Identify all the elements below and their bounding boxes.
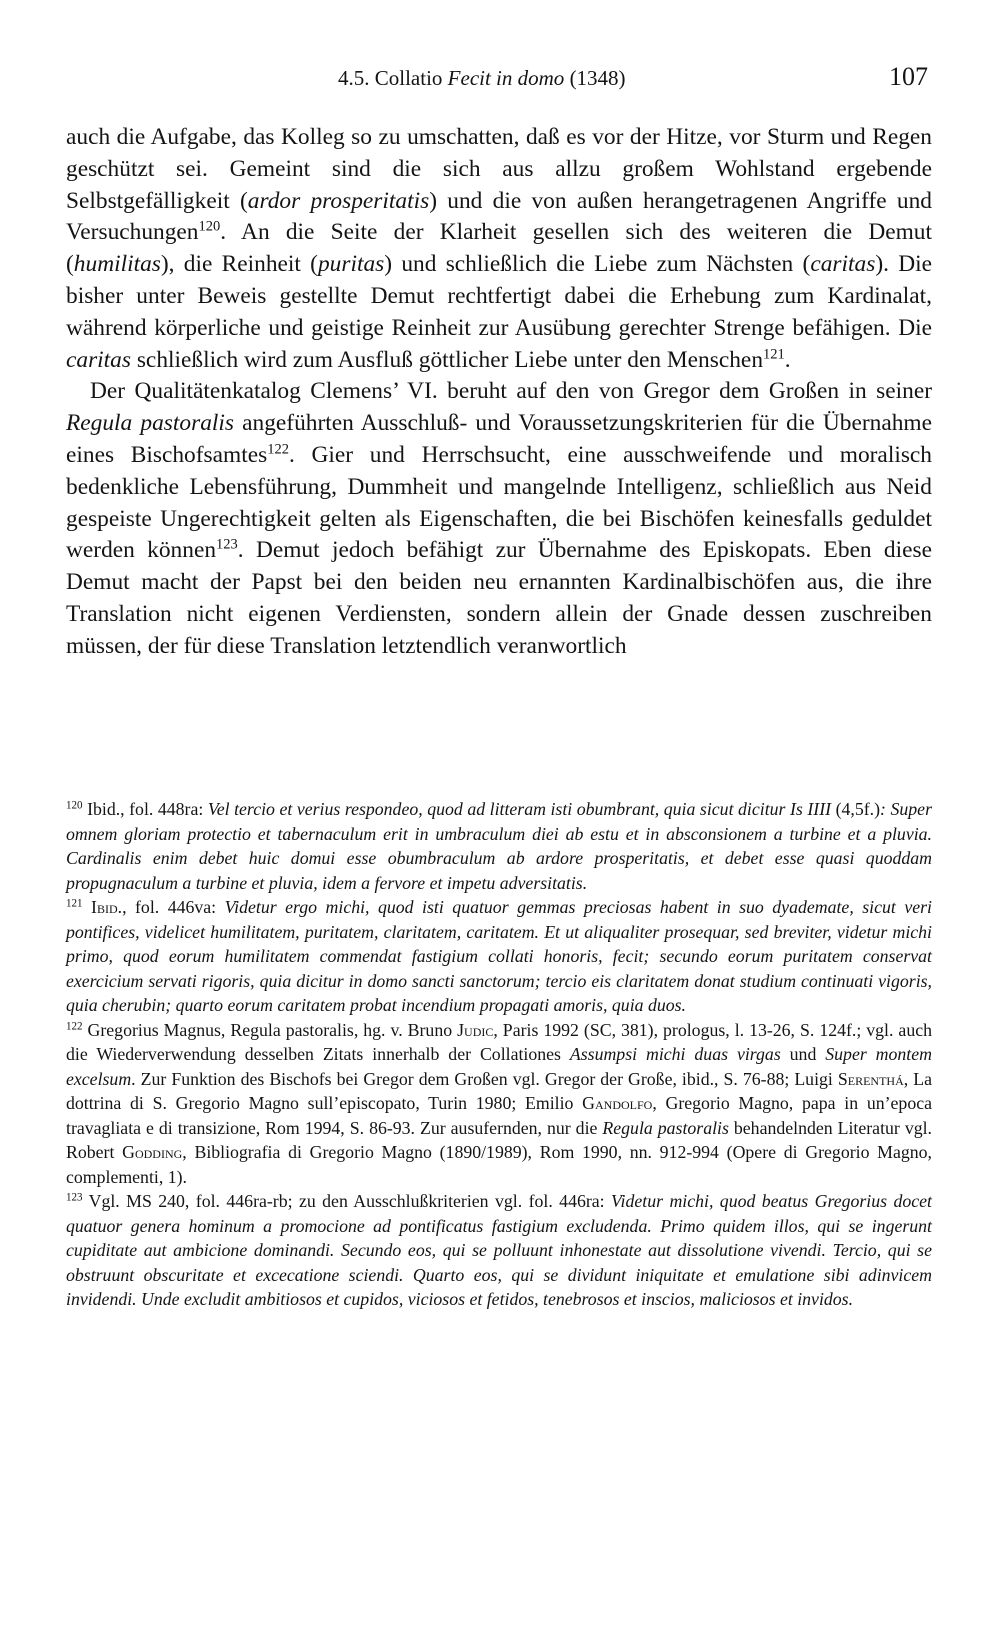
work-title: Regula pastoralis <box>66 410 234 437</box>
text-run: . Gier und Herrschsucht, eine ausschweifende und moralisch bedenkliche Lebensführung, Dummheit und mangelnde Intelligenz, schließlich aus Neid gespeiste Ungerechtigkeit gelten als Eigenschaften, die bei Bischöfen keinesfalls geduldet werden können <box>66 441 932 564</box>
author-name: Gandolfo <box>582 1093 653 1113</box>
paragraph-1 <box>66 122 932 376</box>
footnote-ref: 122 <box>267 441 289 458</box>
latin-term: ardor prosperitatis <box>247 187 430 214</box>
work-title: Super montem excelsum <box>66 1044 932 1089</box>
author-name: Godding <box>122 1142 183 1162</box>
text-run: angeführten Ausschluß- und Voraussetzungskriterien für die Übernahme eines Bischofsamtes <box>66 410 932 468</box>
running-title-year: (1348) <box>564 66 626 90</box>
latin-term: humilitas <box>73 251 161 278</box>
footnotes <box>66 797 932 1312</box>
text-run: Gregorius Magnus, Regula pastoralis, hg. v. Bruno <box>82 1019 458 1040</box>
footnote-123 <box>66 1189 932 1312</box>
footnote-121 <box>66 895 932 1018</box>
running-title-work: Fecit in domo <box>447 66 565 90</box>
latin-term: caritas <box>810 251 876 278</box>
footnote-number: 122 <box>66 1019 83 1032</box>
footnote-ref: 120 <box>198 218 221 235</box>
text-run: , Gregorio Magno, papa in un’epoca travagliata e di transizione, Rom 1994, S. 86-93. Zur ausufernden, nur die <box>66 1093 932 1138</box>
latin-term: caritas <box>66 346 131 373</box>
text-run: ), die Reinheit ( <box>160 251 318 278</box>
paragraph-2 <box>66 376 932 662</box>
text-run: (4,5f.) <box>831 799 881 819</box>
text-run: und <box>780 1044 826 1064</box>
footnote-ref: 121 <box>763 345 785 362</box>
text-run: auch die Aufgabe, das Kolleg so zu umschatten, daß es vor der Hitze, vor Sturm und Regen geschützt sei. Gemeint sind die sich aus allzu großem Wohlstand ergebende Selbstgefälligkeit ( <box>66 124 932 214</box>
text-run: Vgl. MS 240, fol. 446ra-rb; zu den Ausschlußkriterien vgl. fol. 446ra: <box>82 1191 612 1211</box>
latin-quote: : Super omnem gloriam protectio et tabernaculum erit in umbraculum diei ab estu et in absconsionem a turbine et a pluvia. Cardinalis enim debet huic domui esse obumbraculum ab ardore prosperitatis, et debet esse quasi quoddam propugnaculum a turbine et pluvia, idem a fervore et impetu adversitatis. <box>66 799 932 893</box>
latin-quote: Videtur ergo michi, quod isti quatuor gemmas preciosas habent in suo dyademate, sicut veri pontifices, videlicet humilitatem, puritatem, claritatem, caritatem. Et ut aliqualiter prosequar, sed breviter, videtur michi primo, quod eorum humilitatem commendat fastigium collati honoris, fecit; secundo eorum puritatem conservat exercicium servati rigoris, quia dicitur in domo sancti sanctorum; tercio eis claritatem donat studium continuati vigoris, quia cherubin; quarto eorum caritatem probat incendium propagati amoris, quia duos. <box>66 897 932 1015</box>
footnote-number: 121 <box>66 897 83 910</box>
footnote-number: 120 <box>66 799 83 812</box>
text-run: . Demut jedoch befähigt zur Übernahme des Episkopats. Eben diese Demut macht der Papst bei den beiden neu ernannten Kardinalbischöfen aus, die ihre Translation nicht eigenen Verdiensten, sondern allein der Gnade dessen zuschreiben müssen, der für diese Translation letztendlich veranwortlich <box>66 537 932 659</box>
running-title-section: 4.5. Collatio <box>338 66 448 90</box>
text-run: Ibid., fol. 448ra: <box>82 799 208 819</box>
author-name: Serenthá <box>837 1068 904 1089</box>
footnote-122 <box>66 1018 932 1190</box>
latin-term: puritas <box>317 251 385 278</box>
text-run: ). Die bisher unter Beweis gestellte Demut rechtfertigt dabei die Erhebung zum Kardinalat, während körperliche und geistige Reinheit zur Ausübung gerechter Strenge befähigen. Die <box>66 251 932 341</box>
text-run: , La dottrina di S. Gregorio Magno sull’episcopato, Turin 1980; Emilio <box>66 1068 932 1113</box>
text-run: schließlich wird zum Ausfluß göttlicher Liebe unter den Menschen <box>130 346 764 373</box>
text-run: ) und die von außen herangetragenen Angriffe und Versuchungen <box>66 187 932 246</box>
text-run: , Paris 1992 (SC, 381), prologus, l. 13-26, S. 124f.; vgl. auch die Wiederverwendung desselben Zitats innerhalb der Collationes <box>66 1019 932 1064</box>
text-run: behandelnden Literatur vgl. Robert <box>66 1117 932 1162</box>
text-run: ) und schließlich die Liebe zum Nächsten ( <box>384 251 811 278</box>
running-title <box>338 66 626 91</box>
author-name: Judic <box>457 1019 494 1040</box>
work-title: Regula pastoralis <box>602 1117 729 1138</box>
latin-quote: Vel tercio et verius respondeo, quod ad litteram isti obumbrant, quia sicut dicitur Is IIII <box>207 799 832 819</box>
footnote-number: 123 <box>66 1191 83 1204</box>
page-header <box>66 62 932 102</box>
main-text <box>66 122 932 663</box>
text-run: . An die Seite der Klarheit gesellen sich des weiteren die Demut ( <box>66 219 932 278</box>
page-number: 107 <box>889 62 928 91</box>
text-run: Der Qualitätenkatalog Clemens’ VI. beruht auf den von Gregor dem Großen in seiner <box>90 378 932 405</box>
text-run: . Zur Funktion des Bischofs bei Gregor dem Großen vgl. Gregor der Große, ibid., S. 76-88; Luigi <box>131 1068 838 1089</box>
text-run: Ibid <box>91 897 118 917</box>
text-run: , Bibliografia di Gregorio Magno (1890/1989), Rom 1990, nn. 912-994 (Opere di Gregorio Magno, complementi, 1). <box>66 1142 933 1187</box>
text-run: ., fol. 446va: <box>117 897 225 917</box>
latin-quote: Videtur michi, quod beatus Gregorius docet quatuor genera hominum a promocione ad pontificatus fastigium excludenda. Primo quidem illos, qui se ingerunt cupiditate aut ambicione dominandi. Secundo eos, qui se polluunt inhonestate aut dissolutione vivendi. Tercio, qui se obstruunt obscuritate et excecatione sciendi. Quarto eos, qui se dividunt iniquitate et emulatione sibi adinvicem invidendi. Unde excludit ambitiosos et cupidos, viciosos et fetidos, tenebrosos et inscios, maliciosos et invidos. <box>66 1191 932 1309</box>
text-run: . <box>784 346 791 373</box>
work-title: Assumpsi michi duas virgas <box>569 1044 781 1064</box>
footnote-120 <box>66 797 932 895</box>
footnote-ref: 123 <box>216 536 238 553</box>
